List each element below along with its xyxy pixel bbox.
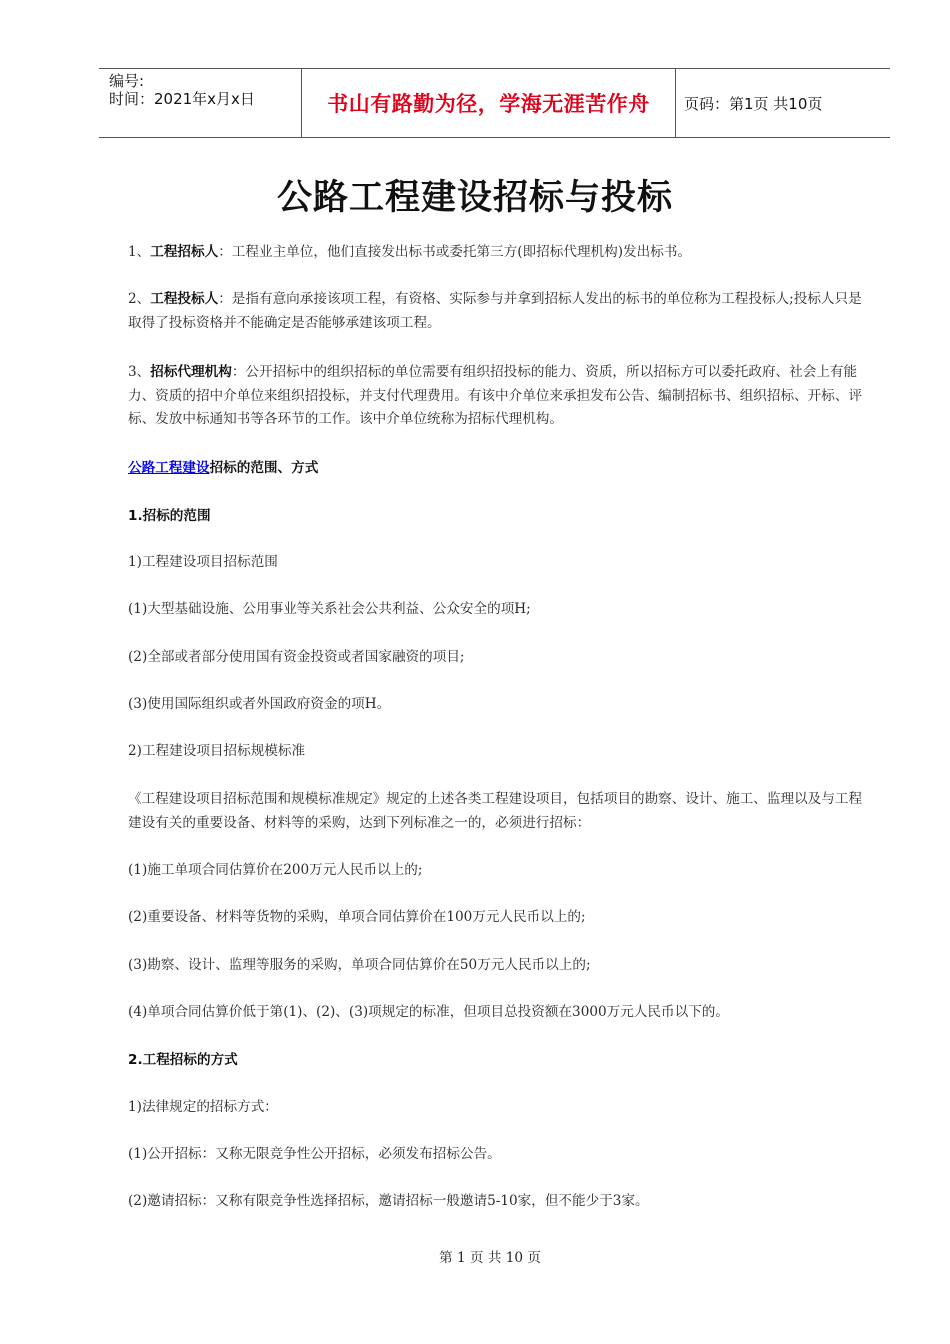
- section-link[interactable]: 公路工程建设: [128, 460, 210, 476]
- method-item-1: (1)公开招标：又称无限竞争性公开招标，必须发布招标公告。: [128, 1146, 501, 1162]
- header-page-info: 页码：第1页 共10页: [684, 94, 823, 113]
- scope-item-1: (1)大型基础设施、公用事业等关系社会公共利益、公众安全的项H;: [128, 601, 531, 617]
- document-time-label: 时间：2021年x月x日: [109, 90, 255, 108]
- definition-paragraph-2: [128, 288, 863, 335]
- header-page-info-cell: [676, 69, 890, 137]
- heading-scope: 1.招标的范围: [128, 508, 211, 524]
- document-number-label: 编号:: [109, 72, 145, 90]
- definition-body: ：公开招标中的组织招标的单位需要有组织招投标的能力、资质，所以招标方可以委托政府、社会上有能力、资质的招中介单位来组织招投标，并支付代理费用。有该中介单位来承担发布公告、编制招标书、组织招标、开标、评标、发放中标通知书等各环节的工作。该中介单位统称为招标代理机构。: [128, 364, 863, 427]
- definition-term: 工程投标人: [150, 291, 219, 307]
- definition-body: ：工程业主单位，他们直接发出标书或委托第三方(即招标代理机构)发出标书。: [218, 244, 692, 260]
- section-heading-text: 招标的范围、方式: [209, 460, 319, 476]
- standard-item-1: (1)施工单项合同估算价在200万元人民币以上的;: [128, 862, 423, 878]
- subheading-scope: 1)工程建设项目招标范围: [128, 554, 278, 570]
- definition-paragraph-1: [128, 241, 863, 265]
- scale-rule-paragraph: 《工程建设项目招标范围和规模标准规定》规定的上述各类工程建设项目，包括项目的勘察、设计、施工、监理以及与工程建设有关的重要设备、材料等的采购，达到下列标准之一的，必须进行招标：: [128, 791, 863, 831]
- definition-paragraph-3: [128, 361, 863, 432]
- page-footer: 第 1 页 共 10 页: [439, 1250, 541, 1266]
- subheading-methods: 1)法律规定的招标方式：: [128, 1099, 278, 1115]
- definition-term: 工程招标人: [150, 244, 219, 260]
- page-header: [99, 68, 890, 138]
- scope-item-2: (2)全部或者部分使用国有资金投资或者国家融资的项目;: [128, 649, 465, 665]
- standard-item-4: (4)单项合同估算价低于第(1)、(2)、(3)项规定的标准，但项目总投资额在3000万元人民币以下的。: [128, 1004, 729, 1020]
- header-motto-cell: [302, 69, 676, 137]
- standard-item-3: (3)勘察、设计、监理等服务的采购，单项合同估算价在50万元人民币以上的;: [128, 957, 591, 973]
- heading-methods: 2.工程招标的方式: [128, 1052, 238, 1068]
- definition-number: 1、: [128, 244, 151, 260]
- scope-item-3: (3)使用国际组织或者外国政府资金的项H。: [128, 696, 391, 712]
- definition-number: 2、: [128, 291, 151, 307]
- document-title: 公路工程建设招标与投标: [276, 178, 673, 218]
- definition-body: ：是指有意向承接该项工程，有资格、实际参与并拿到招标人发出的标书的单位称为工程投标人;投标人只是取得了投标资格并不能确定是否能够承建该项工程。: [128, 291, 862, 331]
- header-motto: 书山有路勤为径，学海无涯苦作舟: [327, 92, 650, 116]
- definition-term: 招标代理机构: [150, 364, 232, 380]
- section-heading: [128, 457, 863, 481]
- method-item-2: (2)邀请招标：又称有限竞争性选择招标，邀请招标一般邀请5-10家，但不能少于3家。: [128, 1193, 649, 1209]
- header-meta: [99, 69, 302, 137]
- subheading-scale: 2)工程建设项目招标规模标准: [128, 743, 306, 759]
- standard-item-2: (2)重要设备、材料等货物的采购，单项合同估算价在100万元人民币以上的;: [128, 909, 586, 925]
- definition-number: 3、: [128, 364, 151, 380]
